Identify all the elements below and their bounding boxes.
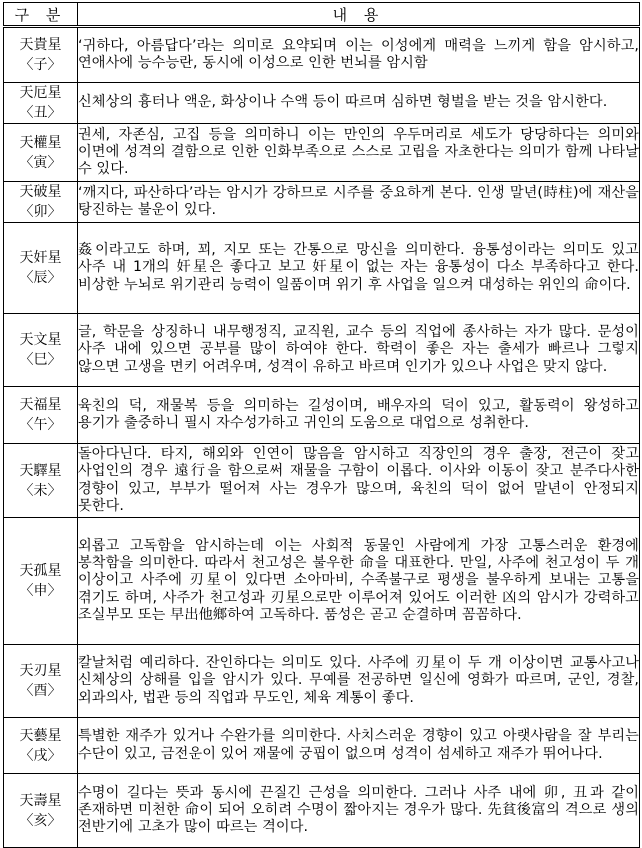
- table-row: [4, 774, 640, 848]
- star-name: 天奸星: [19, 250, 62, 266]
- star-description: ‘귀하다, 아름답다’라는 의미로 요약되며 이는 이성에게 매력을 느끼게 함을 암시하고, 연애사에 능수능란, 동시에 이성으로 인한 번뇌를 암시함: [78, 27, 640, 83]
- star-name-cell: [4, 444, 78, 518]
- star-name: 天福星: [19, 397, 62, 413]
- star-branch: 〈申〉: [19, 583, 62, 599]
- star-name: 天壽星: [19, 792, 62, 809]
- header-category: 구 분: [4, 3, 78, 27]
- star-name: 天文星: [19, 332, 62, 348]
- star-name-cell: [4, 718, 78, 774]
- star-description: 돌아다닌다. 타지, 해외와 인연이 많음을 암시하고 직장인의 경우 출장, 전근이 잦고 사업인의 경우 遠行을 함으로써 재물을 구함이 이롭다. 이사와 이동이 잦고 분주다사한 경향이 있고, 부부가 떨어져 사는 경우가 많으며, 육친의 덕이 없어 말년이 안정되지 못한다.: [78, 444, 640, 518]
- star-branch: 〈亥〉: [19, 812, 62, 829]
- star-description: 姦이라고도 하며, 꾀, 지모 또는 간통으로 망신을 의미한다. 융통성이라는 의미도 있고 사주 내 1개의 奸星은 좋다고 보고 奸星이 없는 자는 융통성이 다소 부족하다고 한다. 비상한 누뇌로 위기관리 능력이 일품이며 위기 후 사업을 일으켜 대성하는 위인의 命이다.: [78, 223, 640, 314]
- star-name: 天厄星: [19, 85, 62, 101]
- star-name-cell: [4, 124, 78, 182]
- table-row: [4, 444, 640, 518]
- star-name-cell: [4, 314, 78, 387]
- star-description: 특별한 재주가 있거나 수완가를 의미한다. 사치스러운 경향이 있고 아랫사람을 잘 부리는 수단이 있고, 금전운이 있어 재물에 궁핍이 없으며 성격이 섬세하고 재주가 뛰어나다.: [78, 718, 640, 774]
- star-description: ‘깨지다, 파산하다’라는 암시가 강하므로 시주를 중요하게 본다. 인생 말년(時柱)에 재산을 탕진하는 불운이 있다.: [78, 182, 640, 223]
- star-branch: 〈未〉: [19, 482, 62, 499]
- star-description-table: [3, 2, 640, 848]
- table-row: [4, 518, 640, 645]
- star-description: 신체상의 흉터나 액운, 화상이나 수액 등이 따르며 심하면 형벌을 받는 것을 암시한다.: [78, 83, 640, 124]
- star-name: 天刃星: [19, 663, 62, 679]
- table-row: [4, 387, 640, 444]
- star-description: 수명이 길다는 뜻과 동시에 끈질긴 근성을 의미한다. 그러나 사주 내에 卯, 丑과 같이 존재하면 미천한 命이 되어 오히려 수명이 짧아지는 경우가 많다. 先貧後富의 격으로 생의 전반기에 고초가 많이 따르는 격이다.: [78, 774, 640, 848]
- star-description: 권세, 자존심, 고집 등을 의미하니 이는 만인의 우두머리로 세도가 당당하다는 의미와 이면에 성격의 결함으로 인한 인화부족으로 스스로 고립을 자초한다는 의미가 함께 나타날 수 있다.: [78, 124, 640, 182]
- star-name: 天貴星: [19, 37, 62, 53]
- star-branch: 〈卯〉: [19, 204, 62, 220]
- star-description: 칼날처럼 예리하다. 잔인하다는 의미도 있다. 사주에 刃星이 두 개 이상이면 교통사고나 신체상의 상해를 입을 암시가 있다. 무예를 전공하면 일신에 영화가 따르며, 군인, 경찰, 외과의사, 법관 등의 직업과 무도인, 체육 계통이 좋다.: [78, 645, 640, 718]
- star-name-cell: [4, 223, 78, 314]
- header-row: [4, 3, 640, 27]
- star-name: 天藝星: [19, 727, 62, 744]
- star-name-cell: [4, 774, 78, 848]
- star-branch: 〈酉〉: [19, 683, 62, 699]
- table-row: [4, 645, 640, 718]
- star-branch: 〈丑〉: [19, 105, 62, 121]
- table-row: [4, 83, 640, 124]
- star-description: 외롭고 고독함을 암시하는데 이는 사회적 동물인 사람에게 가장 고통스러운 환경에 봉착함을 의미한다. 따라서 천고성은 불우한 命을 대표한다. 만일, 사주에 천고성이 두 개 이상이고 사주에 刃星이 있다면 소아마비, 수족불구로 평생을 불우하게 보내는 고통을 겪기도 하며, 사주가 천고성과 刃星으로만 이루어져 있어도 이러한 凶의 암시가 강력하고 조실부모 또는 早出他鄉하여 고독하다. 품성은 곧고 순결하며 꼼꼼하다.: [78, 518, 640, 645]
- star-branch: 〈寅〉: [19, 154, 62, 171]
- star-name: 天權星: [19, 134, 62, 151]
- star-description: 글, 학문을 상징하니 내무행정직, 교직원, 교수 등의 직업에 종사하는 자가 많다. 문성이 사주 내에 있으면 공부를 많이 하여야 한다. 학력이 좋은 자는 출세가 빠르나 그렇지 않으면 고생을 면키 어려우며, 성격이 유하고 바르며 인기가 있으나 사업은 맞지 않다.: [78, 314, 640, 387]
- star-name-cell: [4, 83, 78, 124]
- star-name-cell: [4, 387, 78, 444]
- table-row: [4, 718, 640, 774]
- star-name: 天驛星: [19, 462, 62, 479]
- star-name-cell: [4, 645, 78, 718]
- table-row: [4, 314, 640, 387]
- star-branch: 〈戌〉: [19, 747, 62, 764]
- table-row: [4, 182, 640, 223]
- star-name-cell: [4, 518, 78, 645]
- star-description: 육친의 덕, 재물복 등을 의미하는 길성이며, 배우자의 덕이 있고, 활동력이 왕성하고 용기가 출중하니 필시 자수성가하고 귀인의 도움으로 대업으로 성취한다.: [78, 387, 640, 444]
- table-row: [4, 27, 640, 83]
- star-name-cell: [4, 27, 78, 83]
- table-row: [4, 223, 640, 314]
- star-branch: 〈巳〉: [19, 352, 62, 368]
- star-name: 天孤星: [19, 563, 62, 579]
- star-name-cell: [4, 182, 78, 223]
- star-branch: 〈辰〉: [19, 270, 62, 286]
- star-name: 天破星: [19, 184, 62, 200]
- table-row: [4, 124, 640, 182]
- star-branch: 〈午〉: [19, 417, 62, 433]
- star-branch: 〈子〉: [19, 57, 62, 73]
- header-content: 내 용: [78, 3, 640, 27]
